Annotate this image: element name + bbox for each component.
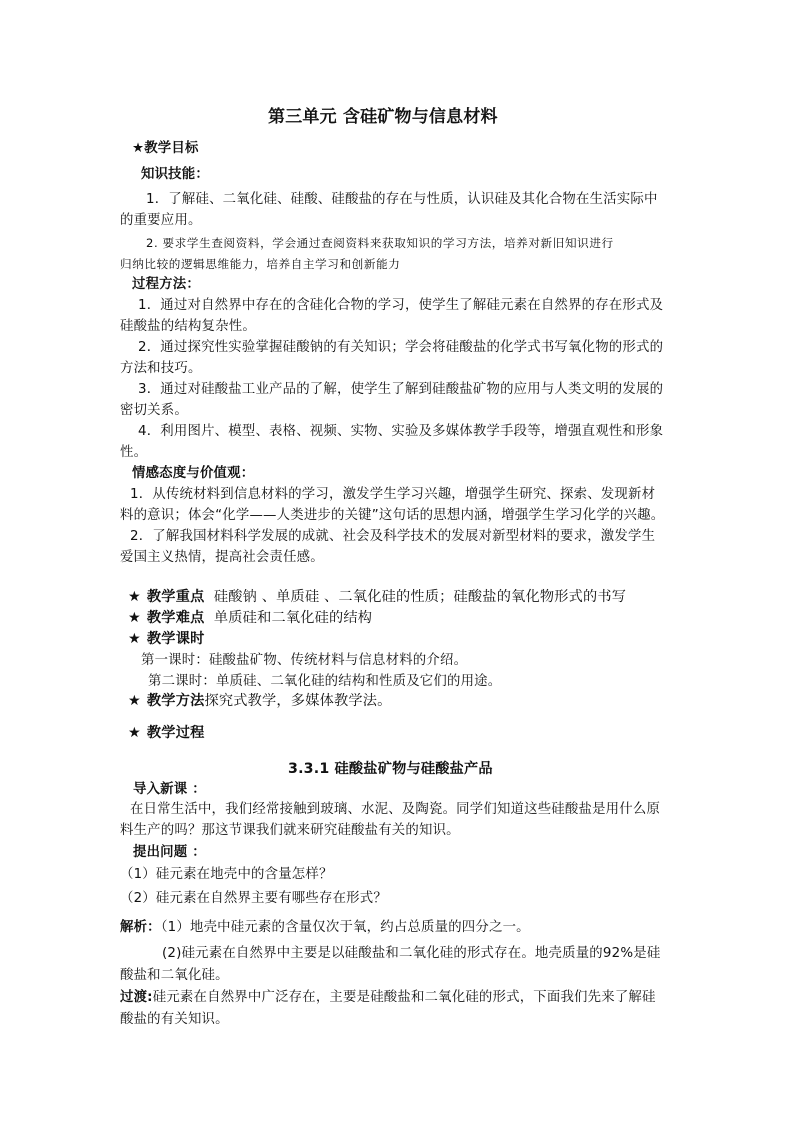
- attitude-line: 爱国主义热情，提高社会责任感。: [120, 550, 324, 565]
- star-icon: ★: [128, 631, 141, 647]
- process-line: 3．通过对硅酸盐工业产品的了解，使学生了解到硅酸盐矿物的应用与人类文明的发展的: [138, 382, 664, 397]
- question-line: （1）硅元素在地壳中的含量怎样？: [120, 867, 333, 882]
- attitude-line: 1．从传统材料到信息材料的学习，激发学生学习兴趣，增强学生研究、探索、发现新材: [130, 487, 656, 502]
- method-text: 探究式教学，多媒体教学法。: [204, 693, 392, 709]
- section-title: 3.3.1 硅酸盐矿物与硅酸盐产品: [288, 761, 493, 777]
- process-heading: 过程方法：: [132, 277, 200, 292]
- question-line: （2）硅元素在自然界主要有哪些存在形式？: [120, 891, 387, 906]
- teaching-process-label: 教学过程: [146, 725, 205, 741]
- intro-line: 料生产的吗？那这节课我们就来研究硅酸盐有关的知识。: [120, 823, 460, 838]
- hours-label: 教学课时: [146, 631, 205, 647]
- star-icon: ★: [128, 725, 141, 741]
- star-icon: ★: [128, 693, 141, 709]
- question-heading: 提出问题 ：: [133, 845, 206, 860]
- star-icon: ★: [128, 610, 141, 626]
- difficulties-row: [128, 608, 372, 628]
- process-line: 4．利用图片、模型、表格、视频、实物、实验及多媒体教学手段等，增强直观性和形象: [138, 424, 664, 439]
- knowledge-heading: 知识技能：: [141, 167, 209, 182]
- knowledge-line: 的重要应用。: [120, 213, 202, 228]
- knowledge-line: 2. 要求学生查阅资料，学会通过查阅资料来获取知识的学习方法，培养对新旧知识进行: [146, 236, 614, 250]
- teaching-process-row: [128, 723, 204, 743]
- process-line: 2．通过探究性实验掌握硅酸钠的有关知识；学会将硅酸盐的化学式书写氧化物的形式的: [138, 340, 664, 355]
- key-points-text: 硅酸钠 、单质硅 、二氧化硅的性质；硅酸盐的氧化物形式的书写: [213, 589, 627, 605]
- knowledge-line: 1．了解硅、二氧化硅、硅酸、硅酸盐的存在与性质，认识硅及其化合物在生活实际中: [146, 192, 658, 207]
- attitude-heading: 情感态度与价值观：: [132, 466, 255, 481]
- key-points-row: [128, 587, 626, 607]
- hours-line: 第一课时：硅酸盐矿物、传统材料与信息材料的介绍。: [141, 653, 468, 668]
- page-title: 第三单元 含硅矿物与信息材料: [268, 107, 498, 127]
- transition-label: 过渡:: [120, 990, 153, 1005]
- analysis-line: (2)硅元素在自然界中主要是以硅酸盐和二氧化硅的形式存在。地壳质量的92%是硅: [162, 946, 661, 961]
- transition-line: 酸盐的有关知识。: [120, 1012, 229, 1027]
- attitude-line: 料的意识；体会“化学——人类进步的关键”这句话的思想内涵，增强学生学习化学的兴趣。: [120, 508, 665, 523]
- hours-line: 第二课时：单质硅、二氧化硅的结构和性质及它们的用途。: [148, 674, 502, 689]
- intro-heading: 导入新课 ：: [133, 782, 206, 797]
- hours-row: [128, 629, 204, 649]
- key-points-label: 教学重点: [146, 589, 205, 605]
- process-line: 1．通过对自然界中存在的含硅化合物的学习，使学生了解硅元素在自然界的存在形式及: [138, 298, 664, 313]
- difficulties-text: 单质硅和二氧化硅的结构: [213, 610, 373, 626]
- transition-text: 硅元素在自然界中广泛存在，主要是硅酸盐和二氧化硅的形式，下面我们先来了解硅: [152, 990, 656, 1005]
- intro-line: 在日常生活中，我们经常接触到玻璃、水泥、及陶瓷。同学们知道这些硅酸盐是用什么原: [130, 802, 661, 817]
- transition-row: [120, 988, 656, 1008]
- difficulties-label: 教学难点: [146, 610, 205, 626]
- attitude-line: 2．了解我国材料科学发展的成就、社会及科学技术的发展对新型材料的要求，激发学生: [130, 529, 656, 544]
- knowledge-line: 归纳比较的逻辑思维能力，培养自主学习和创新能力: [120, 257, 401, 271]
- process-line: 硅酸盐的结构复杂性。: [120, 319, 256, 334]
- method-label: 教学方法: [146, 693, 205, 709]
- process-line: 密切关系。: [120, 403, 188, 418]
- analysis-row: [120, 918, 530, 938]
- analysis-label: 解析：: [120, 920, 161, 935]
- process-line: 方法和技巧。: [120, 361, 202, 376]
- star-icon: ★: [128, 589, 141, 605]
- analysis-text: （1）地壳中硅元素的含量仅次于氧，约占总质量的四分之一。: [160, 920, 530, 935]
- method-row: [128, 691, 392, 711]
- objectives-heading: ★教学目标: [132, 141, 199, 156]
- analysis-line: 酸盐和二氧化硅。: [120, 968, 229, 983]
- process-line: 性。: [120, 445, 148, 460]
